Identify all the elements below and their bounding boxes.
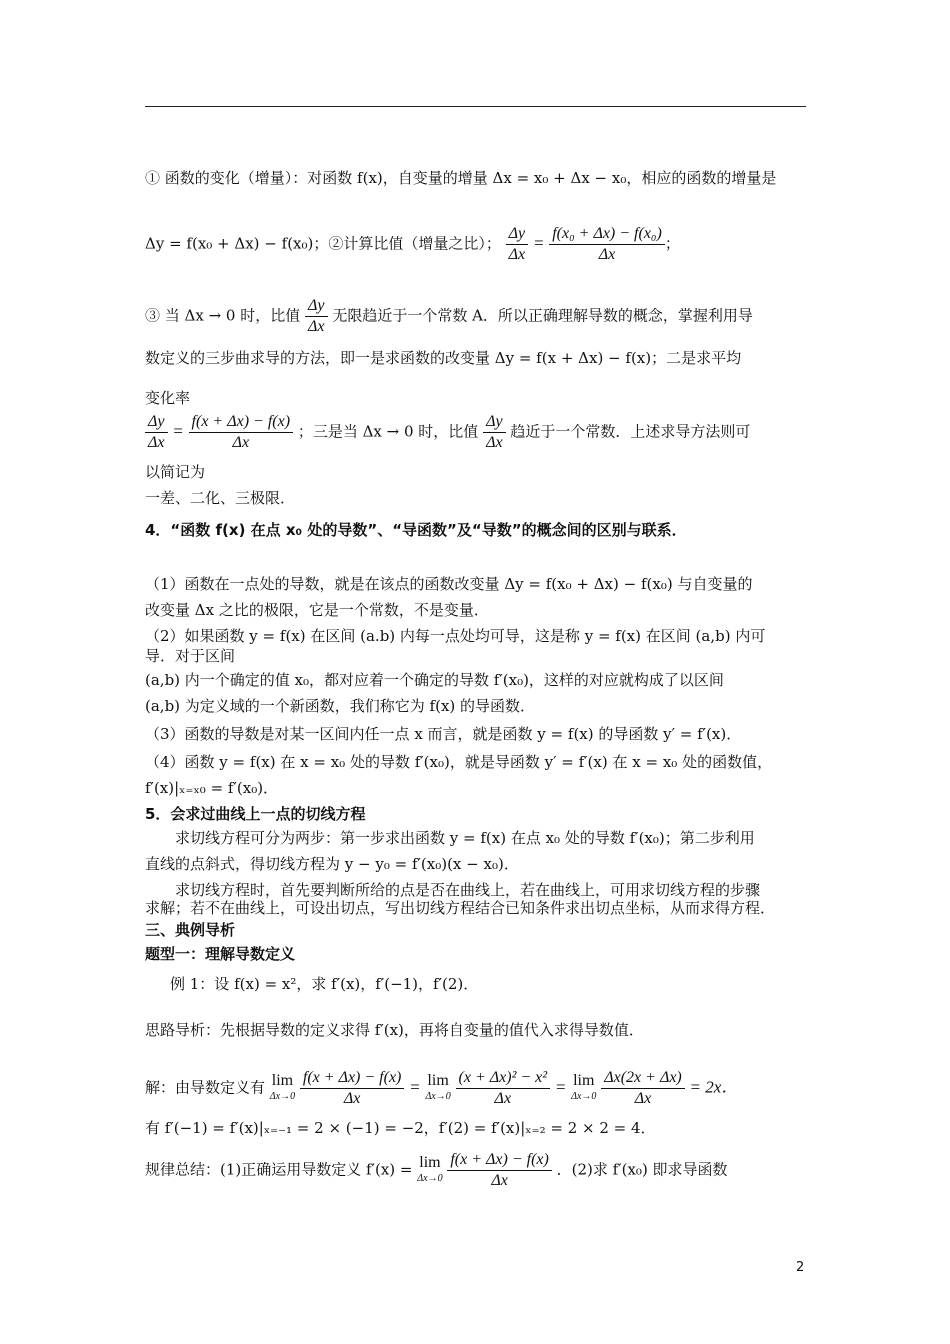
para-4b: f′(x)|ₓ₌ₓ₀ = f′(x₀)． xyxy=(145,779,279,797)
para-4a: （4）函数 y = f(x) 在 x = x₀ 处的导数 f′(x₀)，就是导函数 y′ = f′(x) 在 x = x₀ 处的函数值， xyxy=(145,753,773,771)
fraction: $\frac{\text{(x + Δx)² − x²}}{\Delta x}$ xyxy=(456,1068,551,1109)
line-limit: ③ 当 Δx → 0 时，比值 $\frac{\Delta y}{\Delta x}$ 无限趋近于一个常数 A．所以正确理解导数的概念，掌握利用导 xyxy=(145,297,753,335)
para-1b: 改变量 Δx 之比的极限，它是一个常数，不是变量． xyxy=(145,601,489,619)
example-1: 例 1：设 f(x) = x²，求 f′(x)，f′(−1)，f′(2)． xyxy=(170,975,479,993)
fraction: $\frac{\Delta y}{\Delta x}$ xyxy=(506,224,529,265)
limit: lim Δx→0 xyxy=(269,1071,296,1102)
fraction: $\frac{\text{f(x₀ + Δx) − f(x₀)}}{\Delta x}$ xyxy=(549,224,665,265)
approach: 思路导析：先根据导数的定义求得 f′(x)，再将自变量的值代入求得导数值． xyxy=(145,1021,644,1039)
line-three-steps: 数定义的三步曲求导的方法，即一是求函数的改变量 Δy = f(x + Δx) − f(x)；二是求平均 xyxy=(145,349,742,367)
limit: lim Δx→0 xyxy=(425,1071,451,1102)
fraction: $\frac{f(x + \Delta x) - f(x)}{\Delta x}$ xyxy=(447,1150,552,1191)
para-2a: （2）如果函数 y = f(x) 在区间 (a.b) 内每一点处均可导，这是称 y = f(x) 在区间 (a,b) 内可 xyxy=(145,627,766,645)
section-5-heading: 5．会求过曲线上一点的切线方程 xyxy=(145,805,366,823)
limit: lim Δx→0 xyxy=(571,1071,597,1102)
page-number: 2 xyxy=(796,1260,805,1275)
tangent-para-1a: 求切线方程可分为两步：第一步求出函数 y = f(x) 在点 x₀ 处的导数 f′(x₀)；第二步利用 xyxy=(175,829,755,847)
para-2c: (a,b) 内一个确定的值 x₀，都对应着一个确定的导数 f′(x₀)，这样的对应就构成了以区间 xyxy=(145,671,724,689)
limit: lim Δx→0 xyxy=(417,1153,443,1184)
line-increment: ① 函数的变化（增量）：对函数 f(x)，自变量的增量 Δx = x₀ + Δx − x₀，相应的函数的增量是 xyxy=(145,169,777,187)
rule-summary: 规律总结：(1)正确运用导数定义 f′(x) = lim Δx→0 $\frac{f(x + \Delta x) - f(x)}{\Delta x}$ ．(2)求 f′(x₀) 即求导函数 xyxy=(145,1151,728,1189)
fraction: $\frac{f(x + \Delta x) - f(x)}{\Delta x}$ xyxy=(300,1068,405,1109)
para-3: （3）函数的导数是对某一区间内任一点 x 而言，就是函数 y = f(x) 的导函数 y′ = f′(x)． xyxy=(145,725,742,743)
section-4-heading: 4．“函数 f(x) 在点 x₀ 处的导数”、“导函数”及“导数”的概念间的区别与联系． xyxy=(145,521,687,539)
section-3-heading: 三、典例导析 xyxy=(145,921,236,939)
line-summary: 以简记为 xyxy=(145,463,206,481)
tangent-para-1b: 直线的点斜式，得切线方程为 y − y₀ = f′(x₀)(x − x₀)． xyxy=(145,855,519,873)
header-rule xyxy=(145,106,806,107)
fraction: $\frac{\Delta y}{\Delta x}$ xyxy=(145,412,168,453)
line-avg-rate: 变化率 xyxy=(145,389,191,407)
para-2b: 导．对于区间 xyxy=(145,647,236,665)
fraction: $\frac{f(x + \Delta x) - f(x)}{\Delta x}$ xyxy=(189,412,294,453)
solution: 解：由导数定义有 lim Δx→0 $\frac{f(x + \Delta x) - f(x)}{\Delta x}$ = lim Δx→0 $\frac{\text{(x + Δx)² − x²}}{\Delta x}$ = lim Δx→0 $\frac{\Delta x(2x + \Delta x)}{\Delta x}$ = 2x． xyxy=(145,1069,739,1107)
evaluation: 有 f′(−1) = f′(x)|ₓ₌₋₁ = 2 × (−1) = −2，f′(2) = f′(x)|ₓ₌₂ = 2 × 2 = 4． xyxy=(145,1119,656,1137)
line-summary-2: 一差、二化、三极限． xyxy=(145,489,296,507)
para-1a: （1）函数在一点处的导数，就是在该点的函数改变量 Δy = f(x₀ + Δx) − f(x₀) 与自变量的 xyxy=(145,575,753,593)
fraction: $\frac{\Delta x(2x + \Delta x)}{\Delta x}$ xyxy=(601,1068,685,1109)
tangent-para-2a: 求切线方程时，首先要判断所给的点是否在曲线上，若在曲线上，可用求切线方程的步骤 xyxy=(175,881,761,899)
line-ratio: Δy = f(x₀ + Δx) − f(x₀)；②计算比值（增量之比）； $\frac{\Delta y}{\Delta x}$ = $\frac{\text{f(x₀ + Δx) − f(x₀)}}{\Delta x}$ ； xyxy=(145,225,680,263)
type-1-heading: 题型一：理解导数定义 xyxy=(145,945,296,963)
fraction: $\frac{\Delta y}{\Delta x}$ xyxy=(305,296,328,337)
fraction: $\frac{\Delta y}{\Delta x}$ xyxy=(483,412,506,453)
para-2d: (a,b) 为定义域的一个新函数，我们称它为 f(x) 的导函数． xyxy=(145,697,536,715)
tangent-para-2b: 求解；若不在曲线上，可设出切点，写出切线方程结合已知条件求出切点坐标，从而求得方程． xyxy=(145,899,776,917)
line-avg-rate-formula: $\frac{\Delta y}{\Delta x}$ = $\frac{f(x + \Delta x) - f(x)}{\Delta x}$ ；三是当 Δx → 0 时，比值 $\frac{\Delta y}{\Delta x}$ 趋近于一个常数．上述求导方法则可 xyxy=(145,412,810,453)
